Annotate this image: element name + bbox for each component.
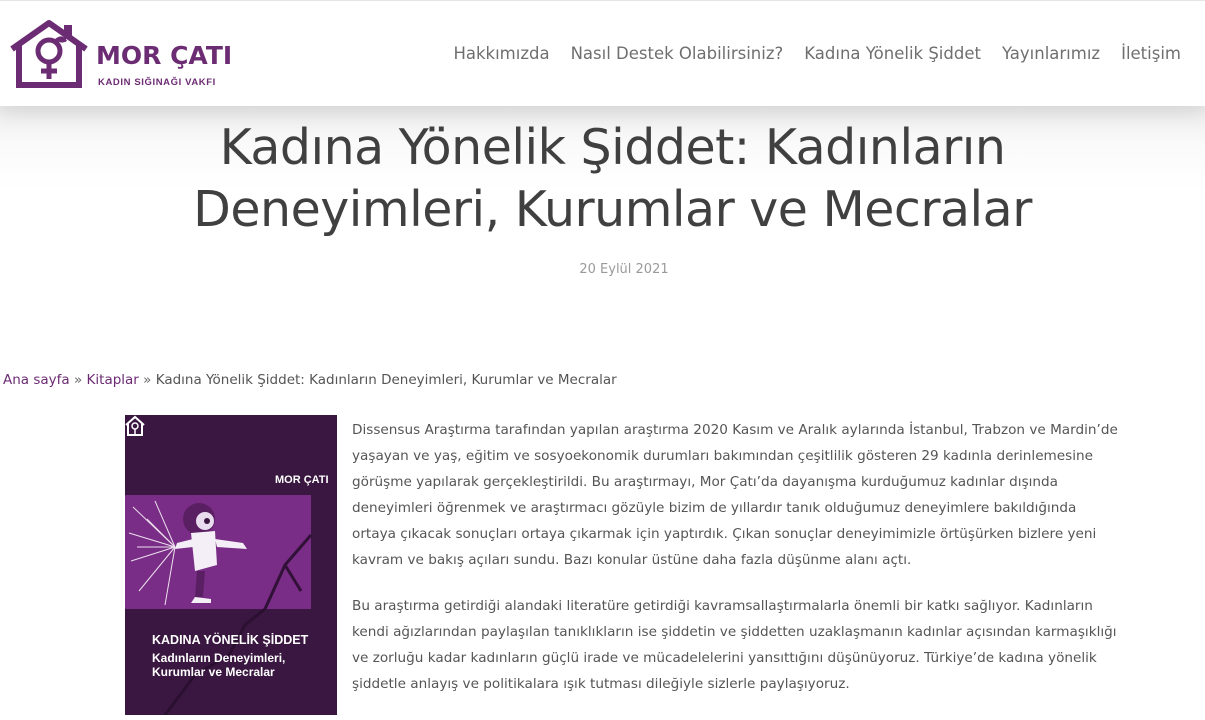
page-title-line1: Kadına Yönelik Şiddet: Kadınların [219, 119, 1006, 176]
nav-item-destek[interactable]: Nasıl Destek Olabilirsiniz? [570, 44, 784, 63]
breadcrumb-category-link[interactable]: Kitaplar [86, 372, 139, 388]
cover-subtitle-line1: Kadınların Deneyimleri, [152, 651, 286, 665]
house-venus-logo-icon [8, 19, 90, 89]
book-cover-image[interactable] [125, 415, 337, 715]
site-logo[interactable] [8, 19, 233, 91]
nav-item-iletisim[interactable]: İletişim [1121, 44, 1181, 63]
brand-subtitle: KADIN SIĞINAĞI VAKFI [98, 77, 216, 88]
breadcrumb [3, 372, 617, 388]
breadcrumb-separator: » [143, 372, 152, 388]
article-body [352, 417, 1122, 697]
article-paragraph: Bu araştırma getirdiği alandaki literatüre getirdiği kavramsallaştırmalarla önemli bir katkı sağlıyor. Kadınların kendi ağızlarından paylaşılan tanıklıkların ise şiddetin ve şiddetten uzaklaşmanın kadınlar açısından karmaşıklığı ve zorluğu kadar kadınların güçlü irade ve mücadelelerini yansıttığını düşünüyoruz. Türkiye’de kadına yönelik şiddetle anlayış ve politikalara ışık tutması dileğiyle sizlerle paylaşıyoruz. [352, 598, 1117, 692]
cover-subtitle-line2: Kurumlar ve Mecralar [152, 665, 275, 679]
nav-item-siddet[interactable]: Kadına Yönelik Şiddet [804, 44, 981, 63]
post-date: 20 Eylül 2021 [579, 262, 669, 277]
nav-item-yayinlar[interactable]: Yayınlarımız [1001, 44, 1101, 63]
page-title-line2: Deneyimleri, Kurumlar ve Mecralar [193, 181, 1032, 238]
page-title [0, 117, 1205, 241]
cover-logo-icon [125, 415, 195, 437]
brand-name: MOR ÇATI [96, 41, 233, 70]
breadcrumb-separator: » [73, 372, 83, 388]
article-paragraph: Dissensus Araştırma tarafından yapılan araştırma 2020 Kasım ve Aralık aylarında İstanbul, Trabzon ve Mardin’de yaşayan ve yaş, eğitim ve sosyoekonomik durumları bakımından çeşitlilik gösteren 29 kadınla derinlemesine görüşme yapılarak gerçekleştirildi. Bu araştırmayı, Mor Çatı’da dayanışma kurduğumuz kadınlar dışında deneyimleri öğrenmek ve araştırmacı gözüyle bizim de yıllardır tanık olduğumuz deneyimlere bakıldığında ortaya çıkacak sonuçları ortaya çıkarmak için yaptırdık. Çıkan sonuçlar deneyimimizle örtüşürken bizlere yeni kavram ve bakış açıları sundu. Bazı konular üstüne daha fazla düşünme alanı açtı. [352, 422, 1118, 568]
main-nav [453, 44, 1181, 63]
cover-logo-text: MOR ÇATI [275, 474, 329, 486]
nav-item-hakkimizda[interactable]: Hakkımızda [453, 44, 550, 63]
breadcrumb-current: Kadına Yönelik Şiddet: Kadınların Deneyimleri, Kurumlar ve Mecralar [155, 372, 617, 388]
cover-title: KADINA YÖNELİK ŞİDDET [152, 633, 309, 647]
breadcrumb-home-link[interactable]: Ana sayfa [3, 372, 70, 388]
site-header [0, 0, 1205, 106]
